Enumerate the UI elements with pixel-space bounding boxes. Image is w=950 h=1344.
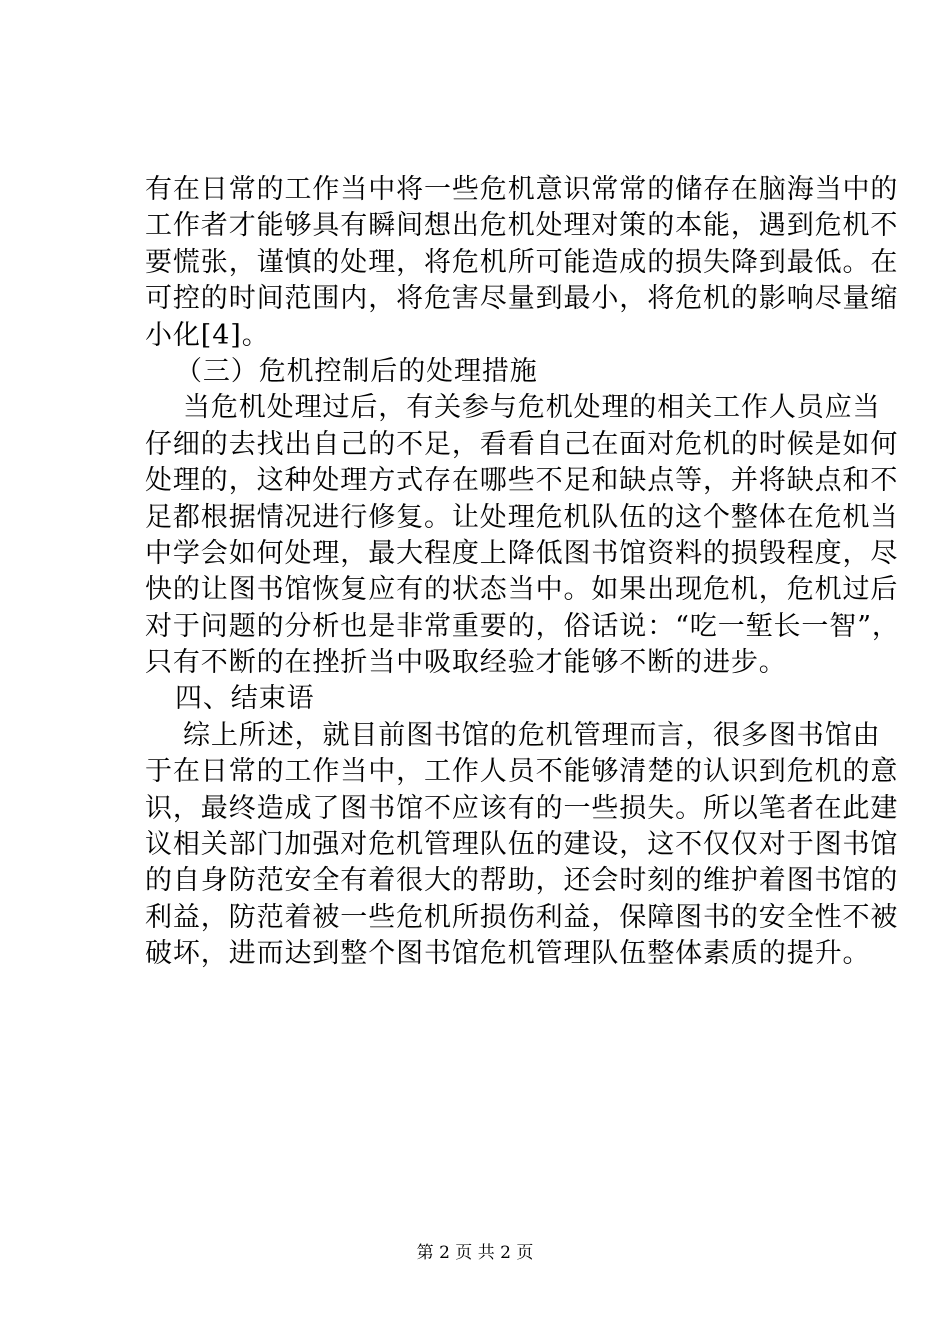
paragraph-line: 破坏，进而达到整个图书馆危机管理队伍整体素质的提升。 [145,938,871,970]
paragraph-line: 有在日常的工作当中将一些危机意识常常的储存在脑海当中的 [145,174,899,205]
paragraph-line: 对于问题的分析也是非常重要的，俗话说：“吃一堑长一智”， [145,610,900,642]
paragraph-line: 工作者才能够具有瞬间想出危机处理对策的本能，遇到危机不 [145,210,899,242]
paragraph-line: 小化[4]。 [145,319,270,351]
body-text [145,172,900,973]
section-heading: （三）危机控制后的处理措施 [175,355,538,387]
paragraph-line: 快的让图书馆恢复应有的状态当中。如果出现危机，危机过后 [145,574,899,606]
paragraph-line: 当危机处理过后，有关参与危机处理的相关工作人员应当 [183,392,881,424]
paragraph-line: 中学会如何处理，最大程度上降低图书馆资料的损毁程度，尽 [145,537,899,569]
paragraph-line: 只有不断的在挫折当中吸取经验才能够不断的进步。 [145,647,787,679]
paragraph-line: 可控的时间范围内，将危害尽量到最小，将危机的影响尽量缩 [145,283,899,315]
paragraph-line: 识，最终造成了图书馆不应该有的一些损失。所以笔者在此建 [145,792,899,824]
paragraph-line: 于在日常的工作当中，工作人员不能够清楚的认识到危机的意 [145,756,899,788]
paragraph-line: 议相关部门加强对危机管理队伍的建设，这不仅仅对于图书馆 [145,829,899,861]
paragraph-line: 的自身防范安全有着很大的帮助，还会时刻的维护着图书馆的 [145,865,899,897]
paragraph-line: 综上所述，就目前图书馆的危机管理而言，很多图书馆由 [183,719,881,751]
paragraph-line: 要慌张，谨慎的处理，将危机所可能造成的损失降到最低。在 [145,246,899,278]
paragraph-line: 仔细的去找出自己的不足，看看自己在面对危机的时候是如何 [145,428,899,460]
section-heading: 四、结束语 [175,683,315,715]
paragraph-line: 足都根据情况进行修复。让处理危机队伍的这个整体在危机当 [145,501,899,533]
paragraph-line: 利益，防范着被一些危机所损伤利益，保障图书的安全性不被 [145,901,899,933]
paragraph-line: 处理的，这种处理方式存在哪些不足和缺点等，并将缺点和不 [145,465,899,497]
page-number-footer: 第 2 页 共 2 页 [416,1243,534,1263]
